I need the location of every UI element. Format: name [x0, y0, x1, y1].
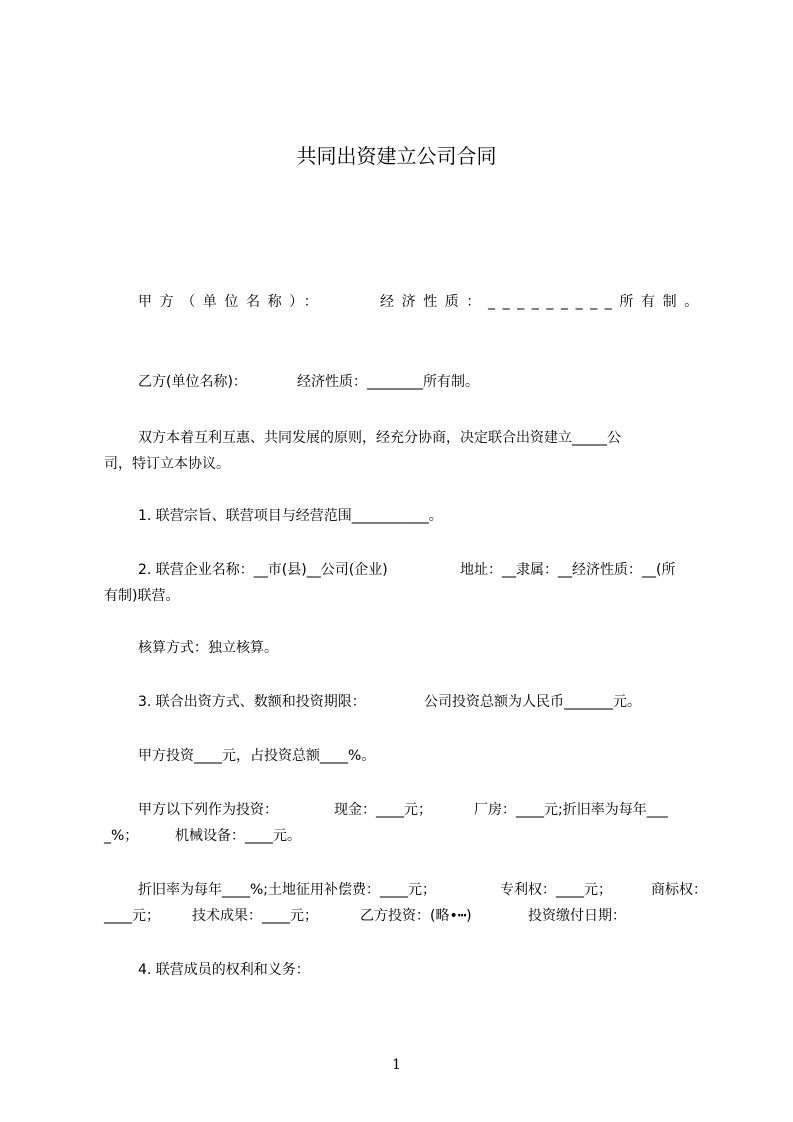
clause-2-line-1a: 2. 联营企业名称：__市(县)__公司(企业): [138, 562, 388, 578]
clause-2-line-2: 有制)联营。: [104, 588, 180, 604]
party-a-nature: 经济性质：_________所有制。: [380, 294, 706, 310]
party-a-investment: 甲方投资____元，占投资总额____%。: [138, 748, 376, 764]
clause-1: 1. 联营宗旨、联营项目与经营范围___________。: [138, 508, 443, 524]
depreciation-line2-b: 技术成果：____元；: [192, 908, 318, 924]
document-title: 共同出资建立公司合同: [296, 144, 497, 168]
depreciation-c: 商标权：: [651, 882, 707, 898]
party-a-items-line2-a: _%；: [104, 828, 139, 844]
clause-4: 4. 联营成员的权利和义务：: [138, 962, 310, 978]
party-a-label: 甲方（单位名称）：: [138, 294, 326, 310]
party-b-label: 乙方(单位名称)：: [138, 374, 247, 390]
depreciation-line2-d: 投资缴付日期：: [528, 908, 626, 924]
party-a-items-a: 甲方以下列作为投资：: [138, 802, 278, 818]
intro-line-1: 双方本着互利互惠、共同发展的原则，经充分协商，决定联合出资建立_____公: [138, 430, 621, 446]
clause-3-b: 公司投资总额为人民币_______元。: [424, 694, 641, 710]
party-a-items-c: 厂房：____元;折旧率为每年___: [474, 802, 668, 818]
accounting-method: 核算方式：独立核算。: [138, 640, 278, 656]
party-b-nature: 经济性质：________所有制。: [297, 374, 479, 390]
depreciation-a: 折旧率为每年____%;土地征用补偿费：____元；: [138, 882, 437, 898]
party-a-items-b: 现金：____元；: [334, 802, 432, 818]
depreciation-line2-c: 乙方投资：(略•┅): [360, 908, 472, 924]
clause-2-line-1b: 地址：__隶属：__经济性质：__(所: [460, 562, 676, 578]
intro-line-2: 司，特订立本协议。: [104, 456, 230, 472]
depreciation-b: 专利权：____元；: [500, 882, 612, 898]
party-a-items-line2-b: 机械设备：____元。: [175, 828, 301, 844]
depreciation-line2-a: ____元；: [104, 908, 160, 924]
clause-3-a: 3. 联合出资方式、数额和投资期限：: [138, 694, 366, 710]
page-number: 1: [392, 1057, 401, 1073]
